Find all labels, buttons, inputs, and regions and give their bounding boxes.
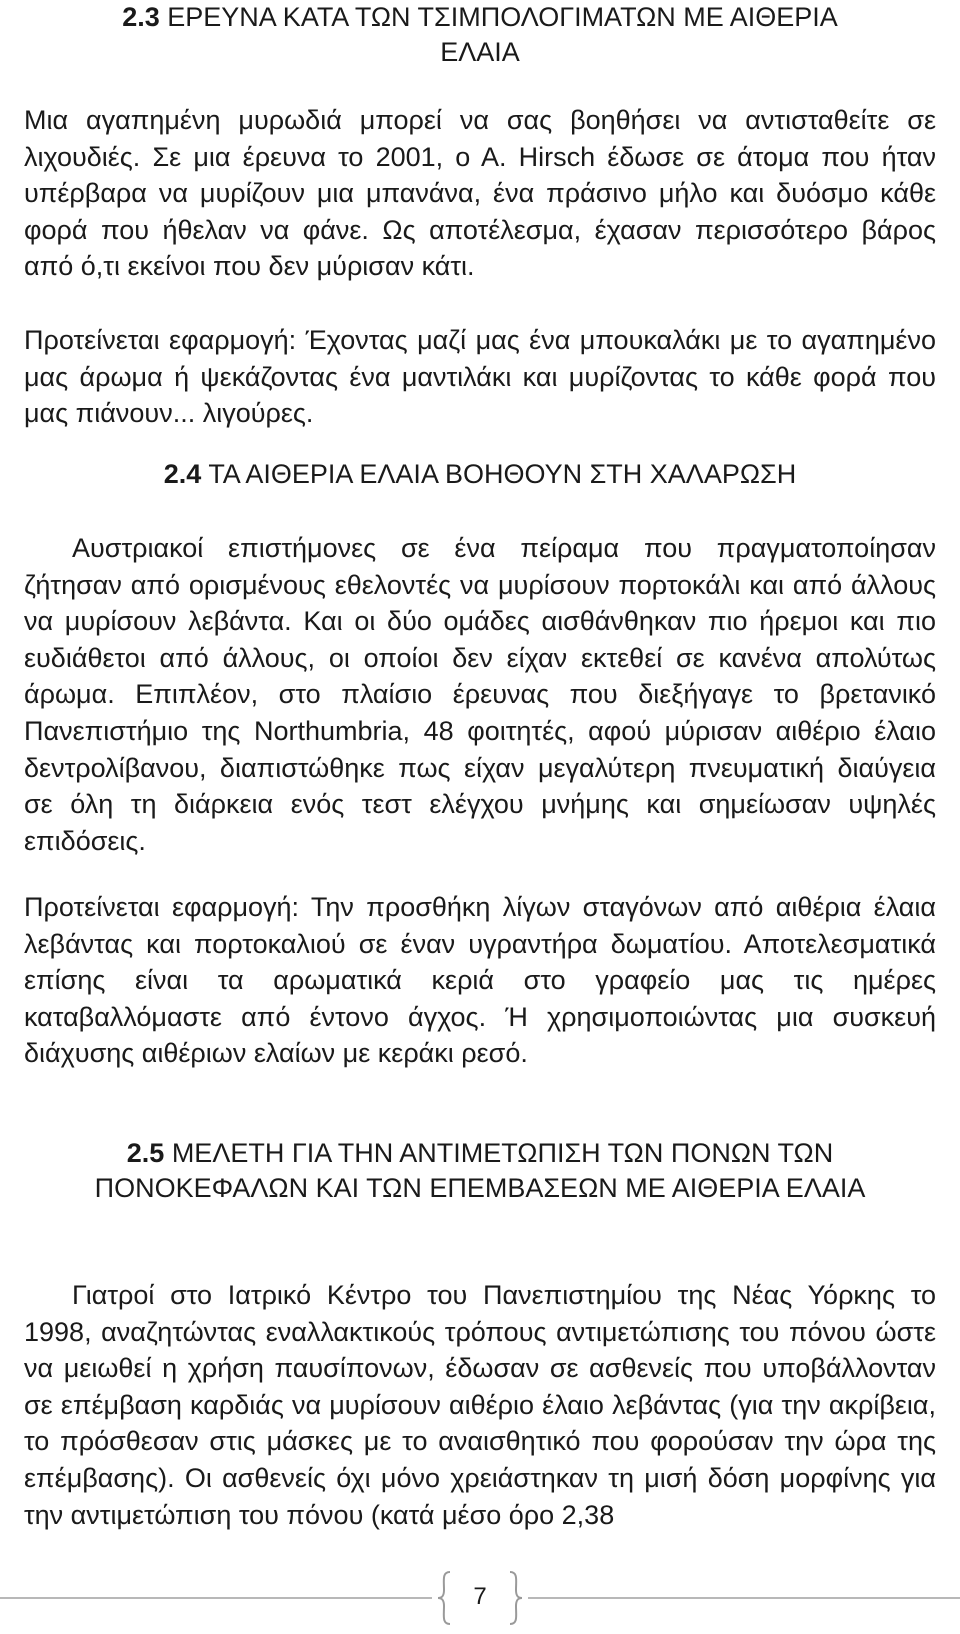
section-title-line1: ΕΡΕΥΝΑ ΚΑΤΑ ΤΩΝ ΤΣΙΜΠΟΛΟΓΙΜΑΤΩΝ ΜΕ ΑΙΘΕΡΙΑ bbox=[167, 2, 838, 32]
section-heading-2-3 bbox=[24, 0, 936, 70]
paragraph: Μια αγαπημένη μυρωδιά μπορεί να σας βοηθήσει να αντισταθείτε σε λιχουδιές. Σε μια έρευνα το 2001, ο Α. Hirsch έδωσε σε άτομα που ήταν υπέρβαρα να μυρίζουν μια μπανάνα, ένα πράσινο μήλο και δυόσμο κάθε φορά που ήθελαν να φάνε. Ως αποτέλεσμα, έχασαν περισσότερο βάρος από ό,τι εκείνοι που δεν μύρισαν κάτι. bbox=[24, 105, 936, 282]
left-brace-icon bbox=[436, 1570, 452, 1626]
section-title-line2: ΕΛΑΙΑ bbox=[440, 37, 520, 67]
right-brace-icon bbox=[508, 1570, 524, 1626]
footer-rule-right bbox=[528, 1597, 960, 1599]
footer-rule-left bbox=[0, 1597, 432, 1599]
section-title-line1: ΜΕΛΕΤΗ ΓΙΑ ΤΗΝ ΑΝΤΙΜΕΤΩΠΙΣΗ ΤΩΝ ΠΟΝΩΝ ΤΩΝ bbox=[171, 1138, 834, 1168]
paragraph: Αυστριακοί επιστήμονες σε ένα πείραμα που πραγματοποίησαν ζήτησαν από ορισμένους εθελοντές να μυρίσουν πορτοκάλι και από άλλους να μυρίσουν λεβάντα. Και οι δύο ομάδες αισθάνθηκαν πιο ήρεμοι και πιο ευδιάθετοι από άλλους, οι οποίοι δεν είχαν εκτεθεί σε κανένα απολύτως άρωμα. Επιπλέον, στο πλαίσιο έρευνας που διεξήγαγε το βρετανικό Πανεπιστήμιο της Northumbria, 48 φοιτητές, αφού μύρισαν αιθέριο έλαιο δεντρολίβανου, διαπιστώθηκε πως είχαν μεγαλύτερη πνευματική διαύγεια σε όλη τη διάρκεια ενός τεστ ελέγχου μνήμης και σημείωσαν υψηλές επιδόσεις. bbox=[24, 533, 936, 856]
section-number: 2.4 bbox=[163, 459, 202, 489]
paragraph: Γιατροί στο Ιατρικό Κέντρο του Πανεπιστημίου της Νέας Υόρκης το 1998, αναζητώντας εναλλακτικούς τρόπους αντιμετώπισης του πόνου ώστε να μειωθεί η χρήση παυσίπονων, έδωσαν σε ασθενείς που υποβάλλονταν σε επέμβαση καρδιάς να μυρίσουν αιθέριο έλαιο λεβάντας (για την ακρίβεια, το πρόσθεσαν στις μάσκες με το αναισθητικό που φορούσαν την ώρα της επέμβασης). Οι ασθενείς όχι μόνο χρειάστηκαν τη μισή δόση μορφίνης για την αντιμετώπιση του πόνου (κατά μέσο όρο 2,38 bbox=[24, 1280, 936, 1530]
section-title-line1: ΤΑ ΑΙΘΕΡΙΑ ΕΛΑΙΑ ΒΟΗΘΟΥΝ ΣΤΗ ΧΑΛΑΡΩΣΗ bbox=[208, 459, 797, 489]
section-title-line2: ΠΟΝΟΚΕΦΑΛΩΝ ΚΑΙ ΤΩΝ ΕΠΕΜΒΑΣΕΩΝ ΜΕ ΑΙΘΕΡΙΑ ΕΛΑΙΑ bbox=[94, 1173, 866, 1203]
paragraph: Προτείνεται εφαρμογή: Την προσθήκη λίγων σταγόνων από αιθέρια έλαια λεβάντας και πορτοκαλιού σε έναν υγραντήρα δωματίου. Αποτελεσματικά επίσης είναι τα αρωματικά κεριά στο γραφείο μας τις ημέρες καταβαλλόμαστε από έντονο άγχος. Ή χρησιμοποιώντας μια συσκευή διάχυσης αιθέριων ελαίων με κεράκι ρεσό. bbox=[24, 892, 936, 1069]
section-number: 2.3 bbox=[122, 2, 160, 32]
page-footer bbox=[0, 1570, 960, 1626]
section-heading-2-5 bbox=[24, 1136, 936, 1206]
section-heading-2-4 bbox=[24, 457, 936, 492]
paragraph: Προτείνεται εφαρμογή: Έχοντας μαζί μας ένα μπουκαλάκι με το αγαπημένο μας άρωμα ή ψεκάζοντας ένα μαντιλάκι και μυρίζοντας το κάθε φορά που μας πιάνουν... λιγούρες. bbox=[24, 325, 936, 429]
section-number: 2.5 bbox=[126, 1138, 165, 1168]
page-number: 7 bbox=[473, 1583, 487, 1610]
